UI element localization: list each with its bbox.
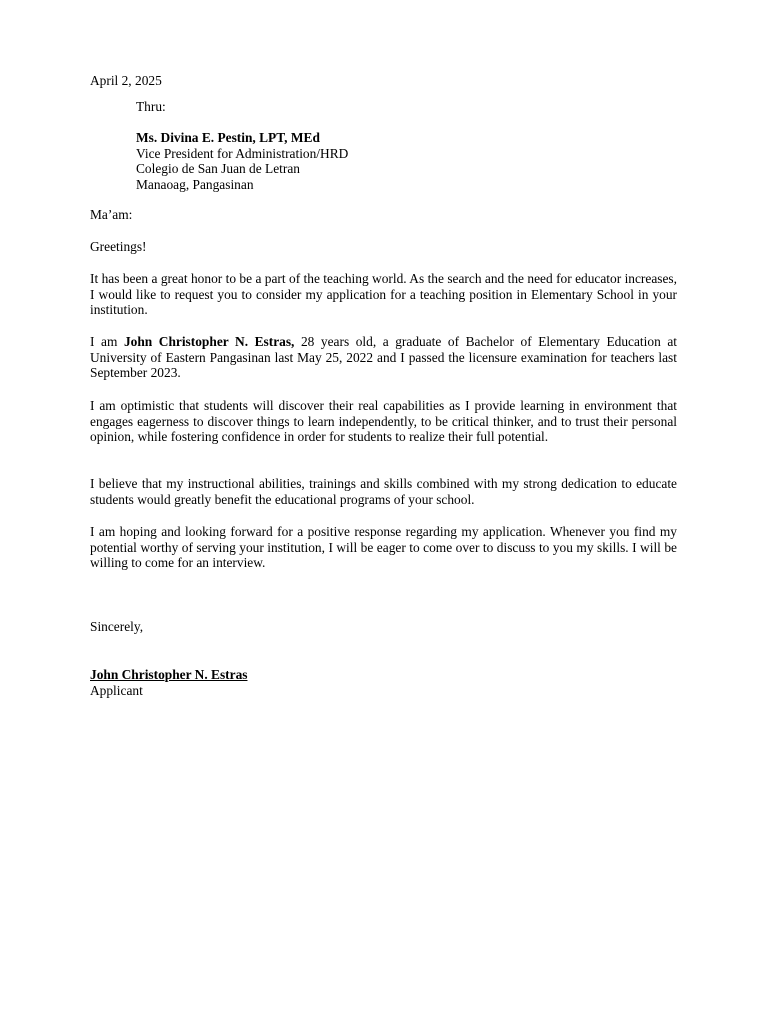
applicant-name-inline: John Christopher N. Estras, [123,334,295,349]
signature-block [90,667,677,698]
paragraph-abilities: I believe that my instructional abilities, trainings and skills combined with my strong dedication to educate students would greatly benefit the educational programs of your school. [90,476,677,507]
salutation: Ma’am: [90,207,133,222]
letter-date: April 2, 2025 [90,73,162,88]
signature-role: Applicant [90,682,143,698]
paragraph-background [90,334,677,381]
closing-sincerely: Sincerely, [90,619,144,634]
recipient-location: Manaoag, Pangasinan [136,176,254,192]
recipient-institution: Colegio de San Juan de Letran [136,161,300,177]
recipient-title: Vice President for Administration/HRD [136,145,349,161]
paragraph-background-prefix: I am [90,334,124,349]
paragraph-background-rest: 28 years old, a graduate of Bachelor of Elementary Education at University of Eastern Pangasinan last May 25, 2022 and I passed the licensure examination for teachers last September 2023. [90,334,677,381]
recipient-block [136,130,636,192]
paragraph-closing: I am hoping and looking forward for a positive response regarding my application. Whenever you find my potential worthy of serving your institution, I will be eager to come over to discuss to you my skills. I will be willing to come for an interview. [90,524,677,571]
paragraph-intro: It has been a great honor to be a part of the teaching world. As the search and the need for educator increases, I would like to request you to consider my application for a teaching position in Elementary School in your institution. [90,271,677,318]
signature-name: John Christopher N. Estras [90,667,248,682]
recipient-name: Ms. Divina E. Pestin, LPT, MEd [136,130,320,145]
greeting: Greetings! [90,239,147,254]
paragraph-philosophy: I am optimistic that students will discover their real capabilities as I provide learning in environment that engages eagerness to discover things to learn independently, to be critical thinker, and to trust their personal opinion, while fostering confidence in order for students to realize their full potential. [90,398,677,445]
thru-label: Thru: [136,99,166,114]
